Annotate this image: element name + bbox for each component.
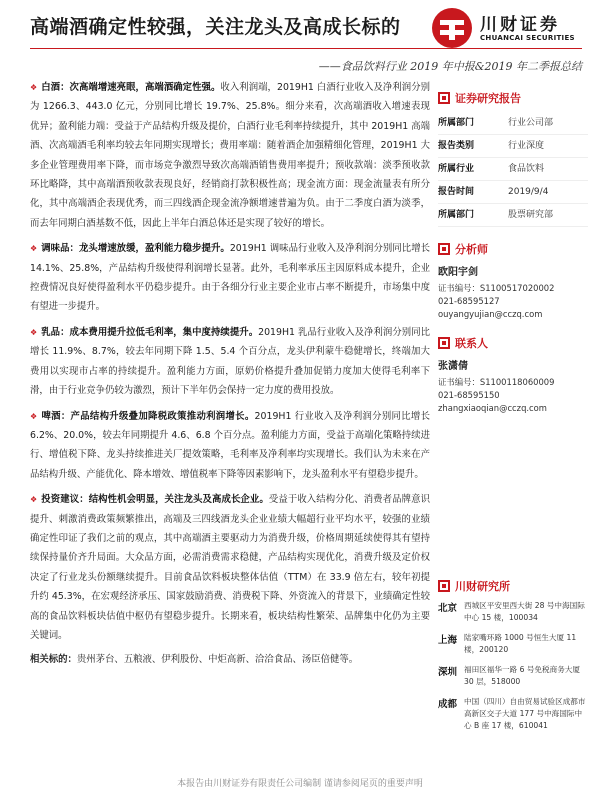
paragraph-text: 2019H1 调味品行业收入及净利润分别同比增长 14.1%、25.8%，产品结构升级使得利润增长显著。此外，毛利率承压主因原料成本提升，企业控费情况良好使得盈利水平仍稳步提升。由于各细分行业主要企业市占率不断提升，市场集中度有望进一步提升。 [30, 243, 431, 313]
analyst-phone: 021-68595127 [438, 296, 500, 306]
bullet-icon: ❖ [30, 411, 38, 421]
bullet-icon: ❖ [30, 495, 38, 505]
brand-name-cn: 川财证券 [480, 15, 560, 35]
analyst-block [438, 241, 588, 321]
analyst-email[interactable]: ouyangyujian@cczq.com [438, 309, 543, 319]
institute-heading: 川财研究所 [438, 578, 588, 594]
paragraph-heading: 白酒：次高端增速亮眼，高端酒确定性强。 [41, 82, 221, 93]
contact-phone: 021-68595150 [438, 390, 500, 400]
contact-email[interactable]: zhangxiaoqian@cczq.com [438, 403, 547, 413]
bullet-icon: ❖ [30, 244, 38, 254]
section-square-icon [438, 243, 450, 255]
sidebar [438, 90, 588, 415]
contact-name: 张潇倩 [438, 361, 468, 372]
contact-block [438, 335, 588, 415]
paragraph-heading: 啤酒：产品结构升级叠加降税政策推动利润增长。 [41, 410, 255, 422]
paragraph-text: 收入利润端，2019H1 白酒行业收入及净利润分别为 1266.3、443.0 亿元，分别同比增长 19.7%、25.8%。细分来看，次高端酒收入增速表现优异；盈利能力端：受益于产品结构升级及提价，白酒行业毛利率持续提升，其中 2019H1 高端酒、次高端酒毛利率均较去年同期实现增长；费用率端：随着酒企加强精细化管理，2019H1 大多企业管理费用率下降，而市场竞争激烈导致次高端酒销售费用率提升；预收款端：淡季预收款环比略降，其中高端酒预收款表现良好，经销商打款积极性高；现金流方面：现金流量表有所分化，其中高端酒企表现优秀，而三四线酒企现金流净额增速普遍为负。由于二季度白酒为淡季，而去年同期白酒基数不低，因此上半年白酒总体还是实现了较好的增长。 [30, 82, 430, 229]
page-footer: 本报告由川财证券有限责任公司编制 谨请参阅尾页的重要声明 [177, 779, 423, 789]
bullet-icon: ❖ [30, 327, 38, 337]
section-square-icon [438, 337, 450, 349]
report-subtitle: ——食品饮料行业 2019 年中报&2019 年二季报总结 [318, 60, 582, 73]
info-row: 所属部门 行业公司部 [438, 112, 588, 135]
office-item: 成都 中国（四川）自由贸易试验区成都市高新区交子大道 177 号中海国际中心 B 座 17 楼，610041 [438, 697, 586, 730]
paragraph-text: 2019H1 行业收入及净利润分别同比增长 6.2%、20.0%，较去年同期提升 4.6、6.8 个百分点。盈利能力方面，受益于高端化策略持续进行、增值税下降、龙头持续推进关厂提效策略，毛利率及净利率均实现增长。我们认为未来在产品结构升级、产能优化、降本增效、增值税率下降等因素影响下，龙头盈利水平有望稳步提升。 [30, 410, 430, 480]
paragraph-heading: 乳品：成本费用提升拉低毛利率，集中度持续提升。 [41, 326, 259, 338]
paragraph-condiment [30, 239, 430, 317]
analyst-heading: 分析师 [438, 241, 588, 257]
office-item: 上海 陆家嘴环路 1000 号恒生大厦 11 楼，200120 [438, 633, 577, 654]
chuancai-logo-icon [432, 8, 472, 48]
info-row: 所属部门 股票研究部 [438, 204, 588, 227]
analyst-name: 欧阳宇剑 [438, 267, 478, 278]
paragraph-text: 受益于收入结构分化、消费者品牌意识提升、刺激消费政策频繁推出，高端及三四线酒龙头企业业绩大幅超行业平均水平，较强的业绩确定性印证了我们之前的观点，其中高端酒主要驱动力为消费升级，价格周期延续使得其有望持续保持量价齐升局面。大众品方面，必需消费需求稳健，产品结构实现优化，消费升级及定价权决定了行业龙头份额继续提升。目前食品饮料板块整体估值（TTM）在 33.9 倍左右，较年初提升约 45.3%，在宏观经济承压、国家鼓励消费、消费税下降、外资流入的背景下，业绩确定性较高的食品饮料板块估值中枢仍有望稳步提升。长期来看，板块结构性繁荣、品牌集中化仍为主要关键词。 [30, 494, 430, 641]
bullet-icon: ❖ [30, 83, 38, 92]
paragraph-text: 2019H1 乳品行业收入及净利润分别同比增长 11.9%、8.7%，较去年同期下降 1.5、5.4 个百分点，龙头伊利蒙牛稳健增长，终端加大费用以实现市占率的持续提升。盈利能力方面，原奶价格提升叠加促销力度加大使得毛利率下滑，由于行业竞争仍较为激烈，预计下半年仍会保持一定力度的费用投放。 [30, 326, 430, 397]
page-title: 高端酒确定性较强，关注龙头及高成长标的 [30, 16, 401, 38]
report-body [30, 78, 430, 669]
info-row: 所属行业 食品饮料 [438, 158, 588, 181]
info-row: 报告时间 2019/9/4 [438, 181, 588, 204]
related-text: 贵州茅台、五粮液、伊利股份、中炬高新、洽洽食品、汤臣倍健等。 [76, 654, 359, 666]
related-stocks [30, 651, 430, 669]
paragraph-baijiu [30, 78, 430, 233]
institute-block [438, 578, 588, 740]
info-row: 报告类别 行业深度 [438, 135, 588, 158]
related-label: 相关标的： [30, 654, 77, 666]
paragraph-dairy [30, 323, 430, 401]
report-heading: 证券研究报告 [438, 90, 588, 106]
office-item: 北京 西城区平安里西大街 28 号中海国际中心 15 楼，100034 [438, 601, 585, 622]
paragraph-beer [30, 407, 430, 485]
brand-logo [432, 8, 582, 48]
paragraph-heading: 投资建议：结构性机会明显，关注龙头及高成长企业。 [41, 494, 269, 506]
header-divider [30, 48, 582, 49]
contact-cert: 证书编号：S1100118060009 [438, 377, 555, 387]
paragraph-heading: 调味品：龙头增速放缓，盈利能力稳步提升。 [41, 243, 230, 255]
section-square-icon [438, 580, 450, 592]
office-item: 深圳 福田区福华一路 6 号免税商务大厦 30 层，518000 [438, 665, 580, 686]
brand-name-en: CHUANCAI SECURITIES [480, 34, 575, 42]
section-square-icon [438, 92, 450, 104]
contact-heading: 联系人 [438, 335, 588, 351]
analyst-cert: 证书编号：S1100517020002 [438, 283, 555, 293]
paragraph-investment [30, 490, 430, 645]
